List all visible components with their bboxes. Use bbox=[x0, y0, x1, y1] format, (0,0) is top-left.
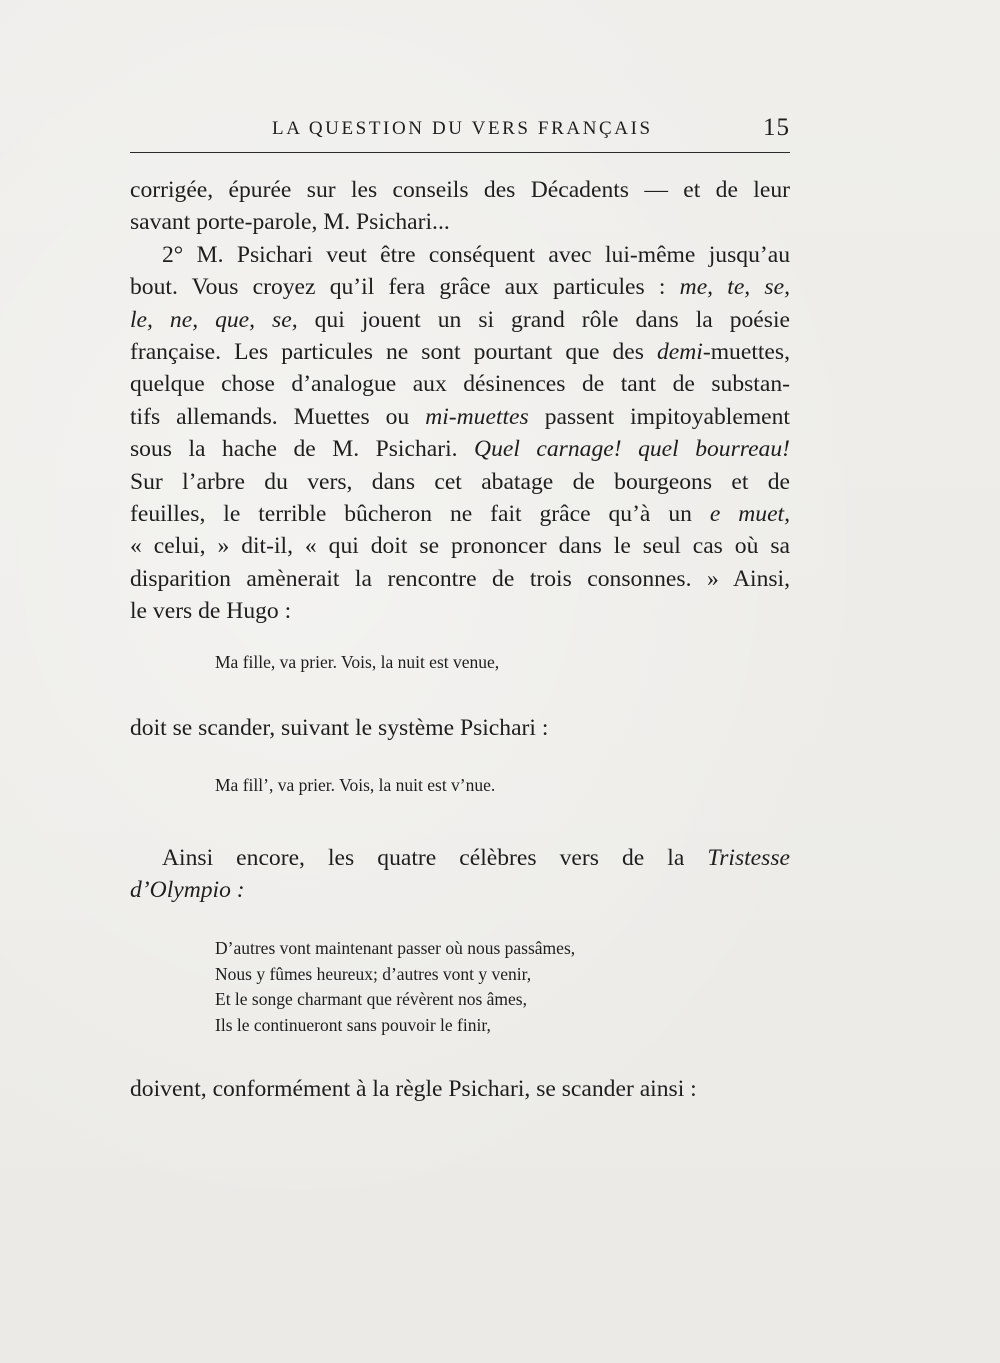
italic-text: le, ne, que, se, bbox=[130, 306, 298, 333]
text-run: tifs allemands. Muettes ou bbox=[130, 403, 426, 430]
text-line bbox=[130, 563, 790, 595]
italic-text: Tristesse bbox=[707, 845, 790, 871]
italic-text: me, te, se, bbox=[679, 274, 790, 301]
text-run: Sur l’arbre du vers, dans cet abatage de bourgeons et de bbox=[130, 468, 790, 495]
stanza-line-4: Ils le continueront sans pouvoir le finir, bbox=[215, 1014, 491, 1035]
text-run: passent impitoyablement bbox=[528, 403, 790, 430]
text-run: le vers de Hugo : bbox=[130, 598, 292, 625]
text-run: quelque chose d’analogue aux désinences de tant de substan- bbox=[130, 371, 790, 398]
text-line bbox=[130, 174, 790, 206]
text-run: corrigée, épurée sur les conseils des Décadents — et de leur bbox=[130, 177, 790, 203]
text-line bbox=[130, 401, 790, 433]
text-run: sous la hache de M. Psichari. bbox=[130, 436, 475, 463]
text-line bbox=[130, 433, 790, 465]
text-line bbox=[130, 842, 790, 874]
text-line bbox=[130, 368, 790, 400]
text-run: feuilles, le terrible bûcheron ne fait grâce qu’à un bbox=[130, 500, 710, 527]
paragraph-4 bbox=[130, 1073, 790, 1105]
stanza-quotation bbox=[215, 936, 575, 1038]
text-run: disparition amènerait la rencontre de trois consonnes. » Ainsi, bbox=[130, 565, 790, 592]
italic-text: Quel carnage! quel bourreau! bbox=[474, 436, 790, 463]
italic-text: e muet, bbox=[709, 500, 790, 527]
text-line bbox=[130, 498, 790, 530]
text-line bbox=[130, 874, 790, 906]
verse-quotation-1: Ma fille, va prier. Vois, la nuit est venue, bbox=[215, 652, 500, 672]
paragraph-2 bbox=[130, 712, 790, 744]
stanza-line-3: Et le songe charmant que révèrent nos âmes, bbox=[215, 989, 527, 1009]
stanza-line-2: Nous y fûmes heureux; d’autres vont y venir, bbox=[215, 963, 532, 984]
text-line bbox=[130, 336, 790, 368]
paragraph-1 bbox=[130, 174, 790, 627]
verse-quotation-2: Ma fill’, va prier. Vois, la nuit est v’nue. bbox=[215, 775, 496, 795]
text-run: Ainsi encore, les quatre célèbres vers de la bbox=[162, 845, 708, 871]
paragraph-3 bbox=[130, 842, 790, 907]
running-title: LA QUESTION DU VERS FRANÇAIS bbox=[272, 118, 653, 139]
text-run: qui jouent un si grand rôle dans la poésie bbox=[297, 306, 790, 333]
italic-text: demi- bbox=[656, 338, 711, 365]
page-number: 15 bbox=[763, 114, 790, 141]
italic-text: mi-muettes bbox=[425, 403, 529, 430]
text-line: doit se scander, suivant le système Psichari : bbox=[130, 715, 549, 741]
text-line bbox=[130, 530, 790, 562]
running-head bbox=[130, 114, 790, 144]
text-run: française. Les particules ne sont pourtant que des bbox=[130, 338, 657, 365]
text-run: muettes, bbox=[710, 338, 790, 365]
text-line bbox=[130, 595, 790, 627]
stanza-line-1: D’autres vont maintenant passer où nous passâmes, bbox=[215, 938, 576, 958]
text-line bbox=[130, 239, 790, 271]
text-line bbox=[130, 206, 790, 238]
text-run: 2° M. Psichari veut être conséquent avec lui-même jusqu’au bbox=[162, 241, 790, 268]
italic-text: d’Olympio : bbox=[130, 877, 245, 904]
text-line: doivent, conformément à la règle Psichari, se scander ainsi : bbox=[130, 1076, 697, 1102]
text-run: bout. Vous croyez qu’il fera grâce aux particules : bbox=[130, 274, 680, 301]
text-line bbox=[130, 304, 790, 336]
header-rule bbox=[130, 152, 790, 153]
text-line bbox=[130, 271, 790, 303]
text-run: « celui, » dit-il, « qui doit se prononcer dans le seul cas où sa bbox=[130, 533, 790, 560]
text-line bbox=[130, 466, 790, 498]
text-run: savant porte-parole, M. Psichari... bbox=[130, 209, 450, 236]
